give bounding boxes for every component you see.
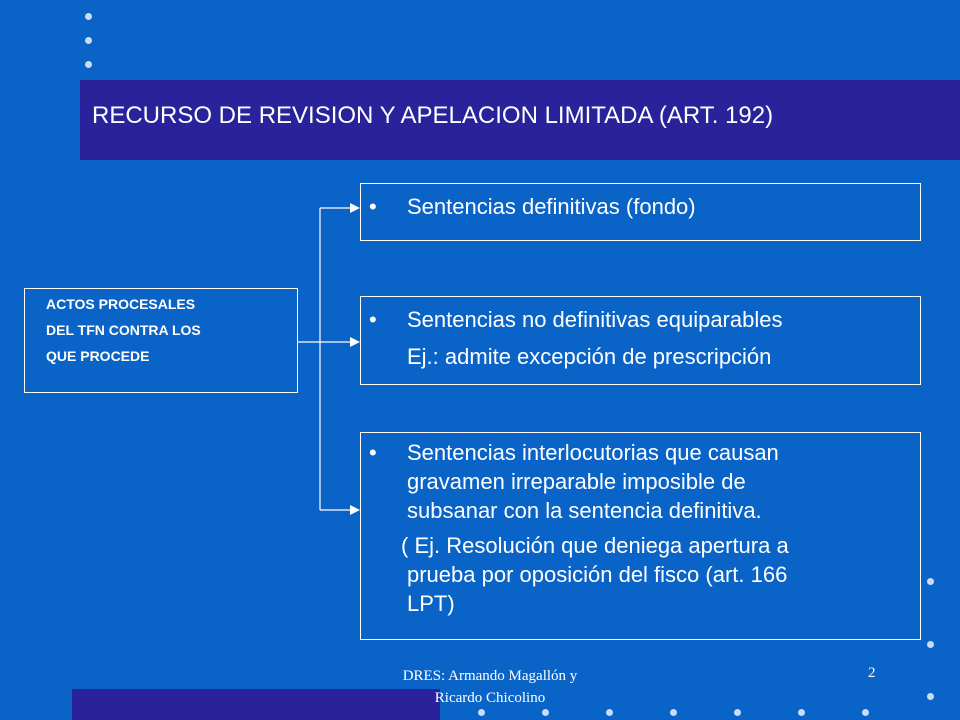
target-box-interlocutorias (360, 432, 921, 640)
target-text: Sentencias interlocutorias que causan (407, 440, 779, 465)
target-text: LPT) (407, 591, 455, 616)
source-box (24, 288, 298, 393)
target-text: subsanar con la sentencia definitiva. (407, 498, 762, 523)
arrow-head-2 (350, 337, 360, 347)
source-box-line: ACTOS PROCESALES (46, 296, 196, 312)
target-text: ( Ej. Resolución que deniega apertura a (401, 533, 789, 558)
arrow-head-1 (350, 203, 360, 213)
target-text: Sentencias definitivas (fondo) (407, 194, 696, 219)
footer-authors-line: DRES: Armando Magallón y (402, 668, 578, 684)
target-text: gravamen irreparable imposible de (407, 469, 746, 494)
footer-authors-line: Ricardo Chicolino (434, 690, 546, 706)
arrow-head-3 (350, 505, 360, 515)
target-text: Ej.: admite excepción de prescripción (407, 344, 772, 369)
source-box-line: DEL TFN CONTRA LOS (46, 322, 201, 338)
bullet: • (369, 194, 377, 219)
target-box-definitivas (360, 183, 921, 241)
footer-authors (340, 665, 640, 709)
slide-title: RECURSO DE REVISION Y APELACION LIMITADA (ART. 192) (92, 102, 774, 129)
target-text: prueba por oposición del fisco (art. 166 (407, 562, 788, 587)
target-text: Sentencias no definitivas equiparables (407, 307, 783, 332)
page-number: 2 (868, 665, 876, 681)
bullet: • (369, 307, 377, 332)
target-box-equiparables (360, 296, 921, 385)
bullet: • (369, 440, 377, 465)
source-box-line: QUE PROCEDE (46, 348, 150, 364)
